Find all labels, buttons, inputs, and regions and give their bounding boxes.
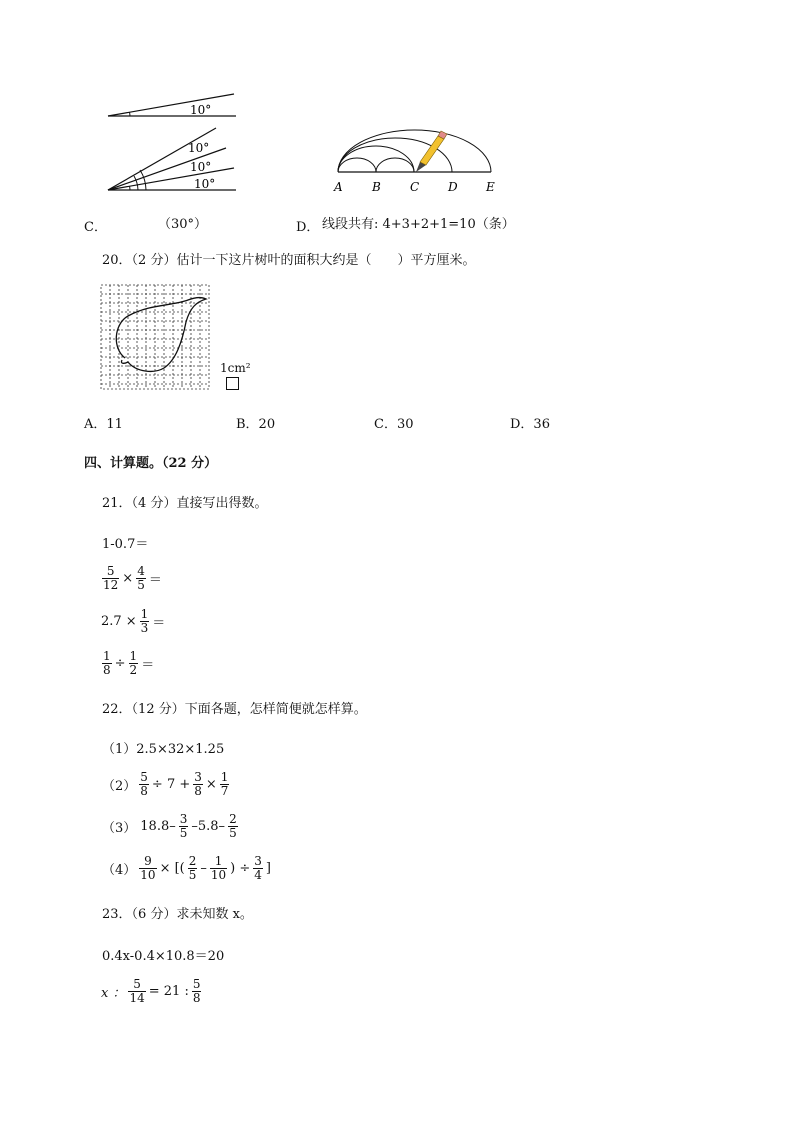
option-c: C．30 [374,417,414,432]
question-22-text: 22．（12 分）下面各题，怎样简便就怎样算。 [102,702,367,717]
q22-item-1: （1）2.5×32×1.25 [102,742,225,757]
point-label-e: E [486,180,495,194]
option-b: B．20 [236,417,276,432]
angle-label-1: 10° [188,141,210,155]
section-title: 四、计算题。（22 分） [84,456,218,471]
point-label-d: D [448,180,458,194]
q22-item-4: （4） $\frac{9}{10}$ × [( $\frac{2}{5}$ – $\frac{1}{10}$ ) ÷ $\frac{3}{4}$ ] [102,854,271,882]
angle-label-3: 10° [194,177,216,191]
option-c-label: C． [84,220,107,235]
option-c-caption: （30°） [158,217,208,232]
question-21-text: 21．（4 分）直接写出得数。 [102,496,268,511]
q21-item-1: 1-0.7＝ [102,537,149,552]
q21-item-2: $\frac{5}{12}$ × $\frac{4}{5}$ ＝ [103,564,162,592]
unit-square [226,377,239,390]
question-20-text: 20．（2 分）估计一下这片树叶的面积大约是（ ）平方厘米。 [102,253,476,268]
point-label-c: C [410,180,420,194]
angle-figure [100,88,270,196]
leaf-grid-figure [100,284,212,392]
point-label-b: B [372,180,381,194]
q23-item-2: x ： $\frac{5}{14}$ = 21 : $\frac{5}{8}$ [101,977,201,1005]
segment-figure [328,128,508,198]
q23-item-1: 0.4x-0.4×10.8＝20 [102,949,225,964]
q22-item-3: （3） 18.8– $\frac{3}{5}$ –5.8– $\frac{2}{5}$ [102,812,237,840]
q22-item-2: （2） $\frac{5}{8}$ ÷ 7 + $\frac{3}{8}$ × $\frac{1}{7}$ [102,770,229,798]
unit-label: 1cm² [220,361,251,375]
q21-item-4: $\frac{1}{8}$ ÷ $\frac{1}{2}$ ＝ [103,649,155,677]
option-d-label: D． [296,220,320,235]
point-label-a: A [334,180,343,194]
q21-item-3: 2.7 × $\frac{1}{3}$ ＝ [101,607,166,635]
option-a: A．11 [84,417,123,432]
pencil-icon [416,131,447,172]
angle-label-top: 10° [190,103,212,117]
question-23-text: 23．（6 分）求未知数 x。 [102,907,253,922]
option-d: D．36 [510,417,550,432]
angle-label-2: 10° [190,160,212,174]
option-d-caption: 线段共有: 4+3+2+1=10（条） [322,217,515,232]
